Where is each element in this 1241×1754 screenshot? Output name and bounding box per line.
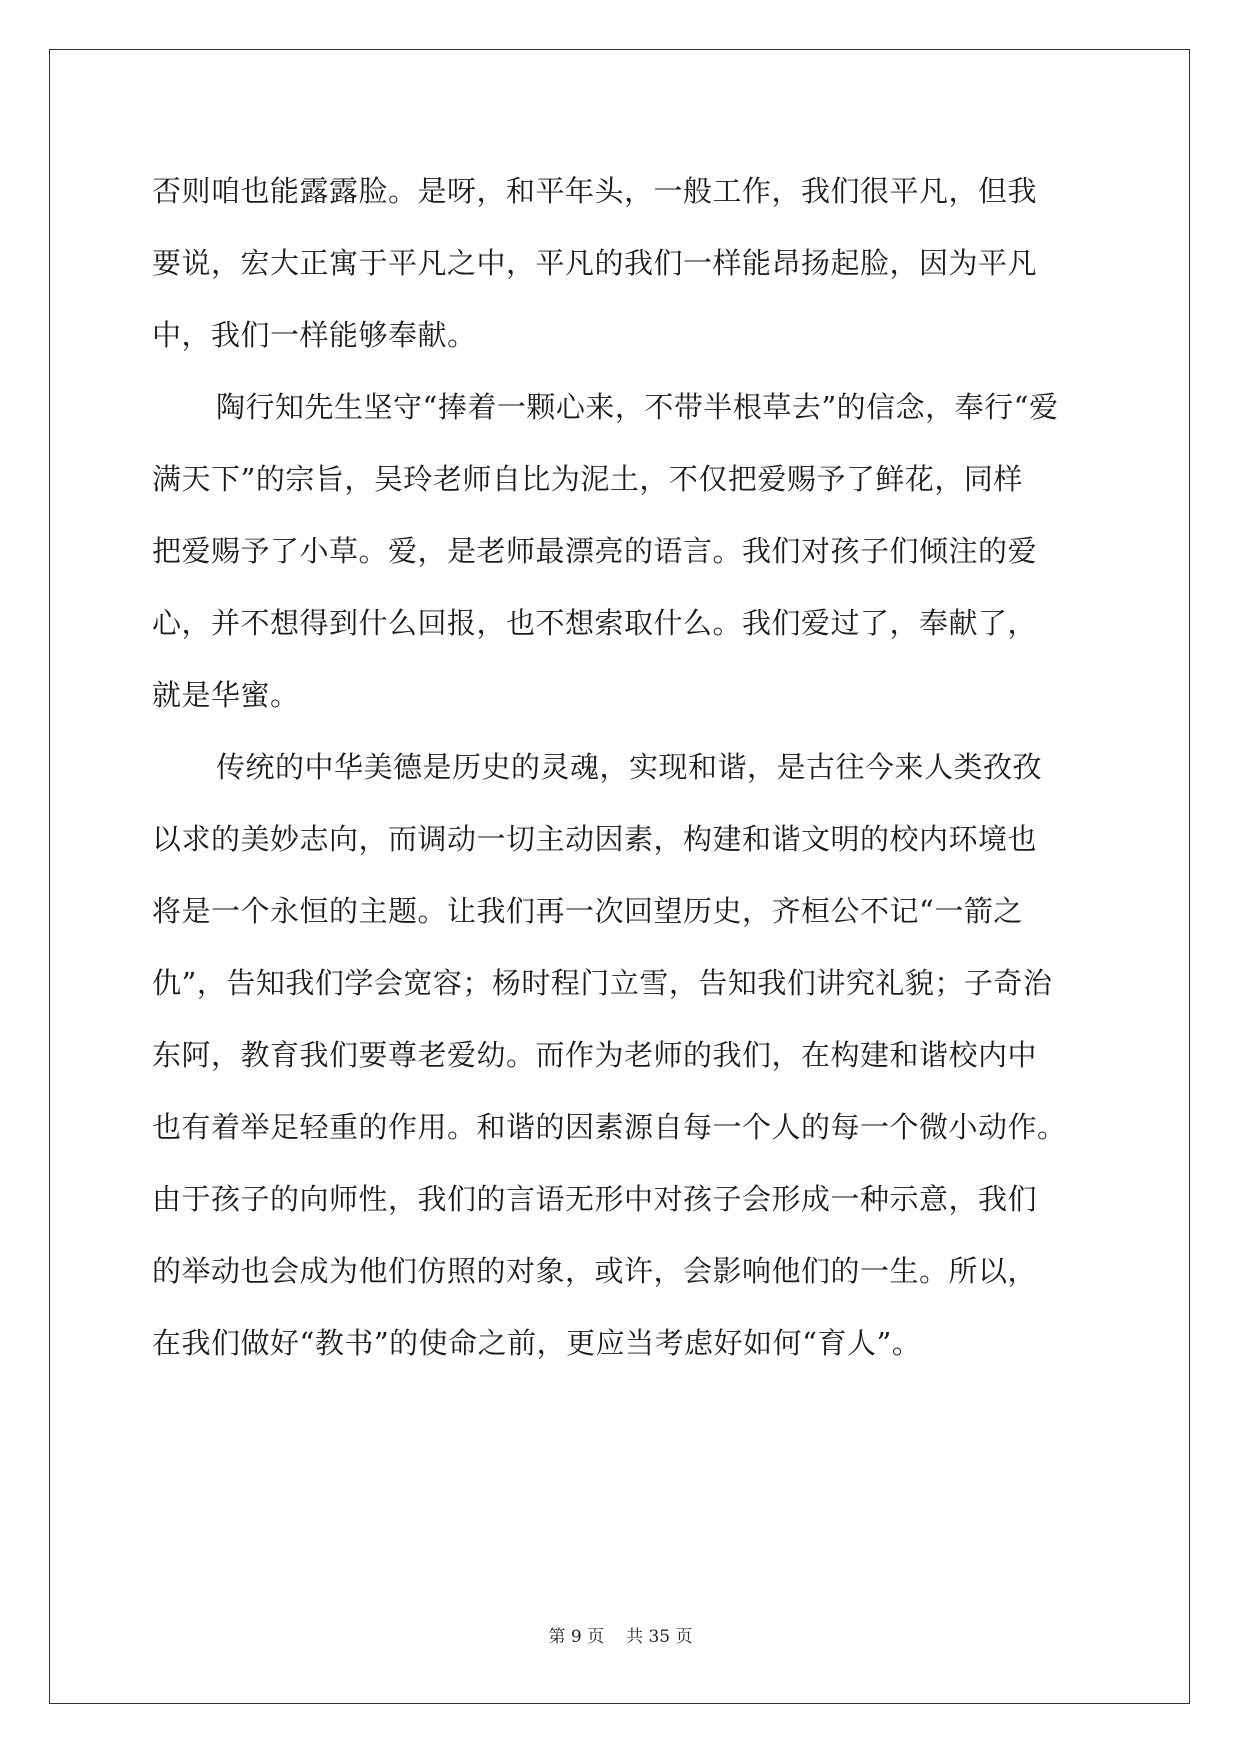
text-line: 也有着举足轻重的作用。和谐的因素源自每一个人的每一个微小动作。 <box>152 1110 1067 1144</box>
text-line: 以求的美妙志向，而调动一切主动因素，构建和谐文明的校内环境也 <box>152 822 1038 856</box>
text-line: 就是华蜜。 <box>152 678 300 712</box>
text-line: 否则咱也能露露脸。是呀，和平年头，一般工作，我们很平凡，但我 <box>152 174 1038 208</box>
page-footer <box>0 1622 1241 1647</box>
text-line: 要说，宏大正寓于平凡之中，平凡的我们一样能昂扬起脸，因为平凡 <box>152 246 1038 280</box>
page-total: 共 35 页 <box>626 1627 693 1647</box>
text-line: 把爱赐予了小草。爱，是老师最漂亮的语言。我们对孩子们倾注的爱 <box>152 534 1038 568</box>
text-line: 心，并不想得到什么回报，也不想索取什么。我们爱过了，奉献了， <box>152 606 1038 640</box>
paragraph-first-line: 传统的中华美德是历史的灵魂，实现和谐，是古往今来人类孜孜 <box>216 750 1043 784</box>
text-line: 东阿，教育我们要尊老爱幼。而作为老师的我们，在构建和谐校内中 <box>152 1038 1038 1072</box>
page-number: 第 9 页 <box>548 1627 605 1647</box>
paragraph-first-line: 陶行知先生坚守“捧着一颗心来，不带半根草去”的信念，奉行“爱 <box>216 390 1059 424</box>
text-line: 中，我们一样能够奉献。 <box>152 318 477 352</box>
text-line: 将是一个永恒的主题。让我们再一次回望历史，齐桓公不记“一箭之 <box>152 894 1023 928</box>
text-line: 仇”，告知我们学会宽容；杨时程门立雪，告知我们讲究礼貌；子奇治 <box>152 966 1053 1000</box>
text-line: 的举动也会成为他们仿照的对象，或许，会影响他们的一生。所以， <box>152 1254 1038 1288</box>
text-line: 由于孩子的向师性，我们的言语无形中对孩子会形成一种示意，我们 <box>152 1182 1038 1216</box>
document-body <box>152 163 1097 1387</box>
text-line: 满天下”的宗旨，吴玲老师自比为泥土，不仅把爱赐予了鲜花，同样 <box>152 462 1023 496</box>
text-line: 在我们做好“教书”的使命之前，更应当考虑好如何“育人”。 <box>152 1326 922 1360</box>
